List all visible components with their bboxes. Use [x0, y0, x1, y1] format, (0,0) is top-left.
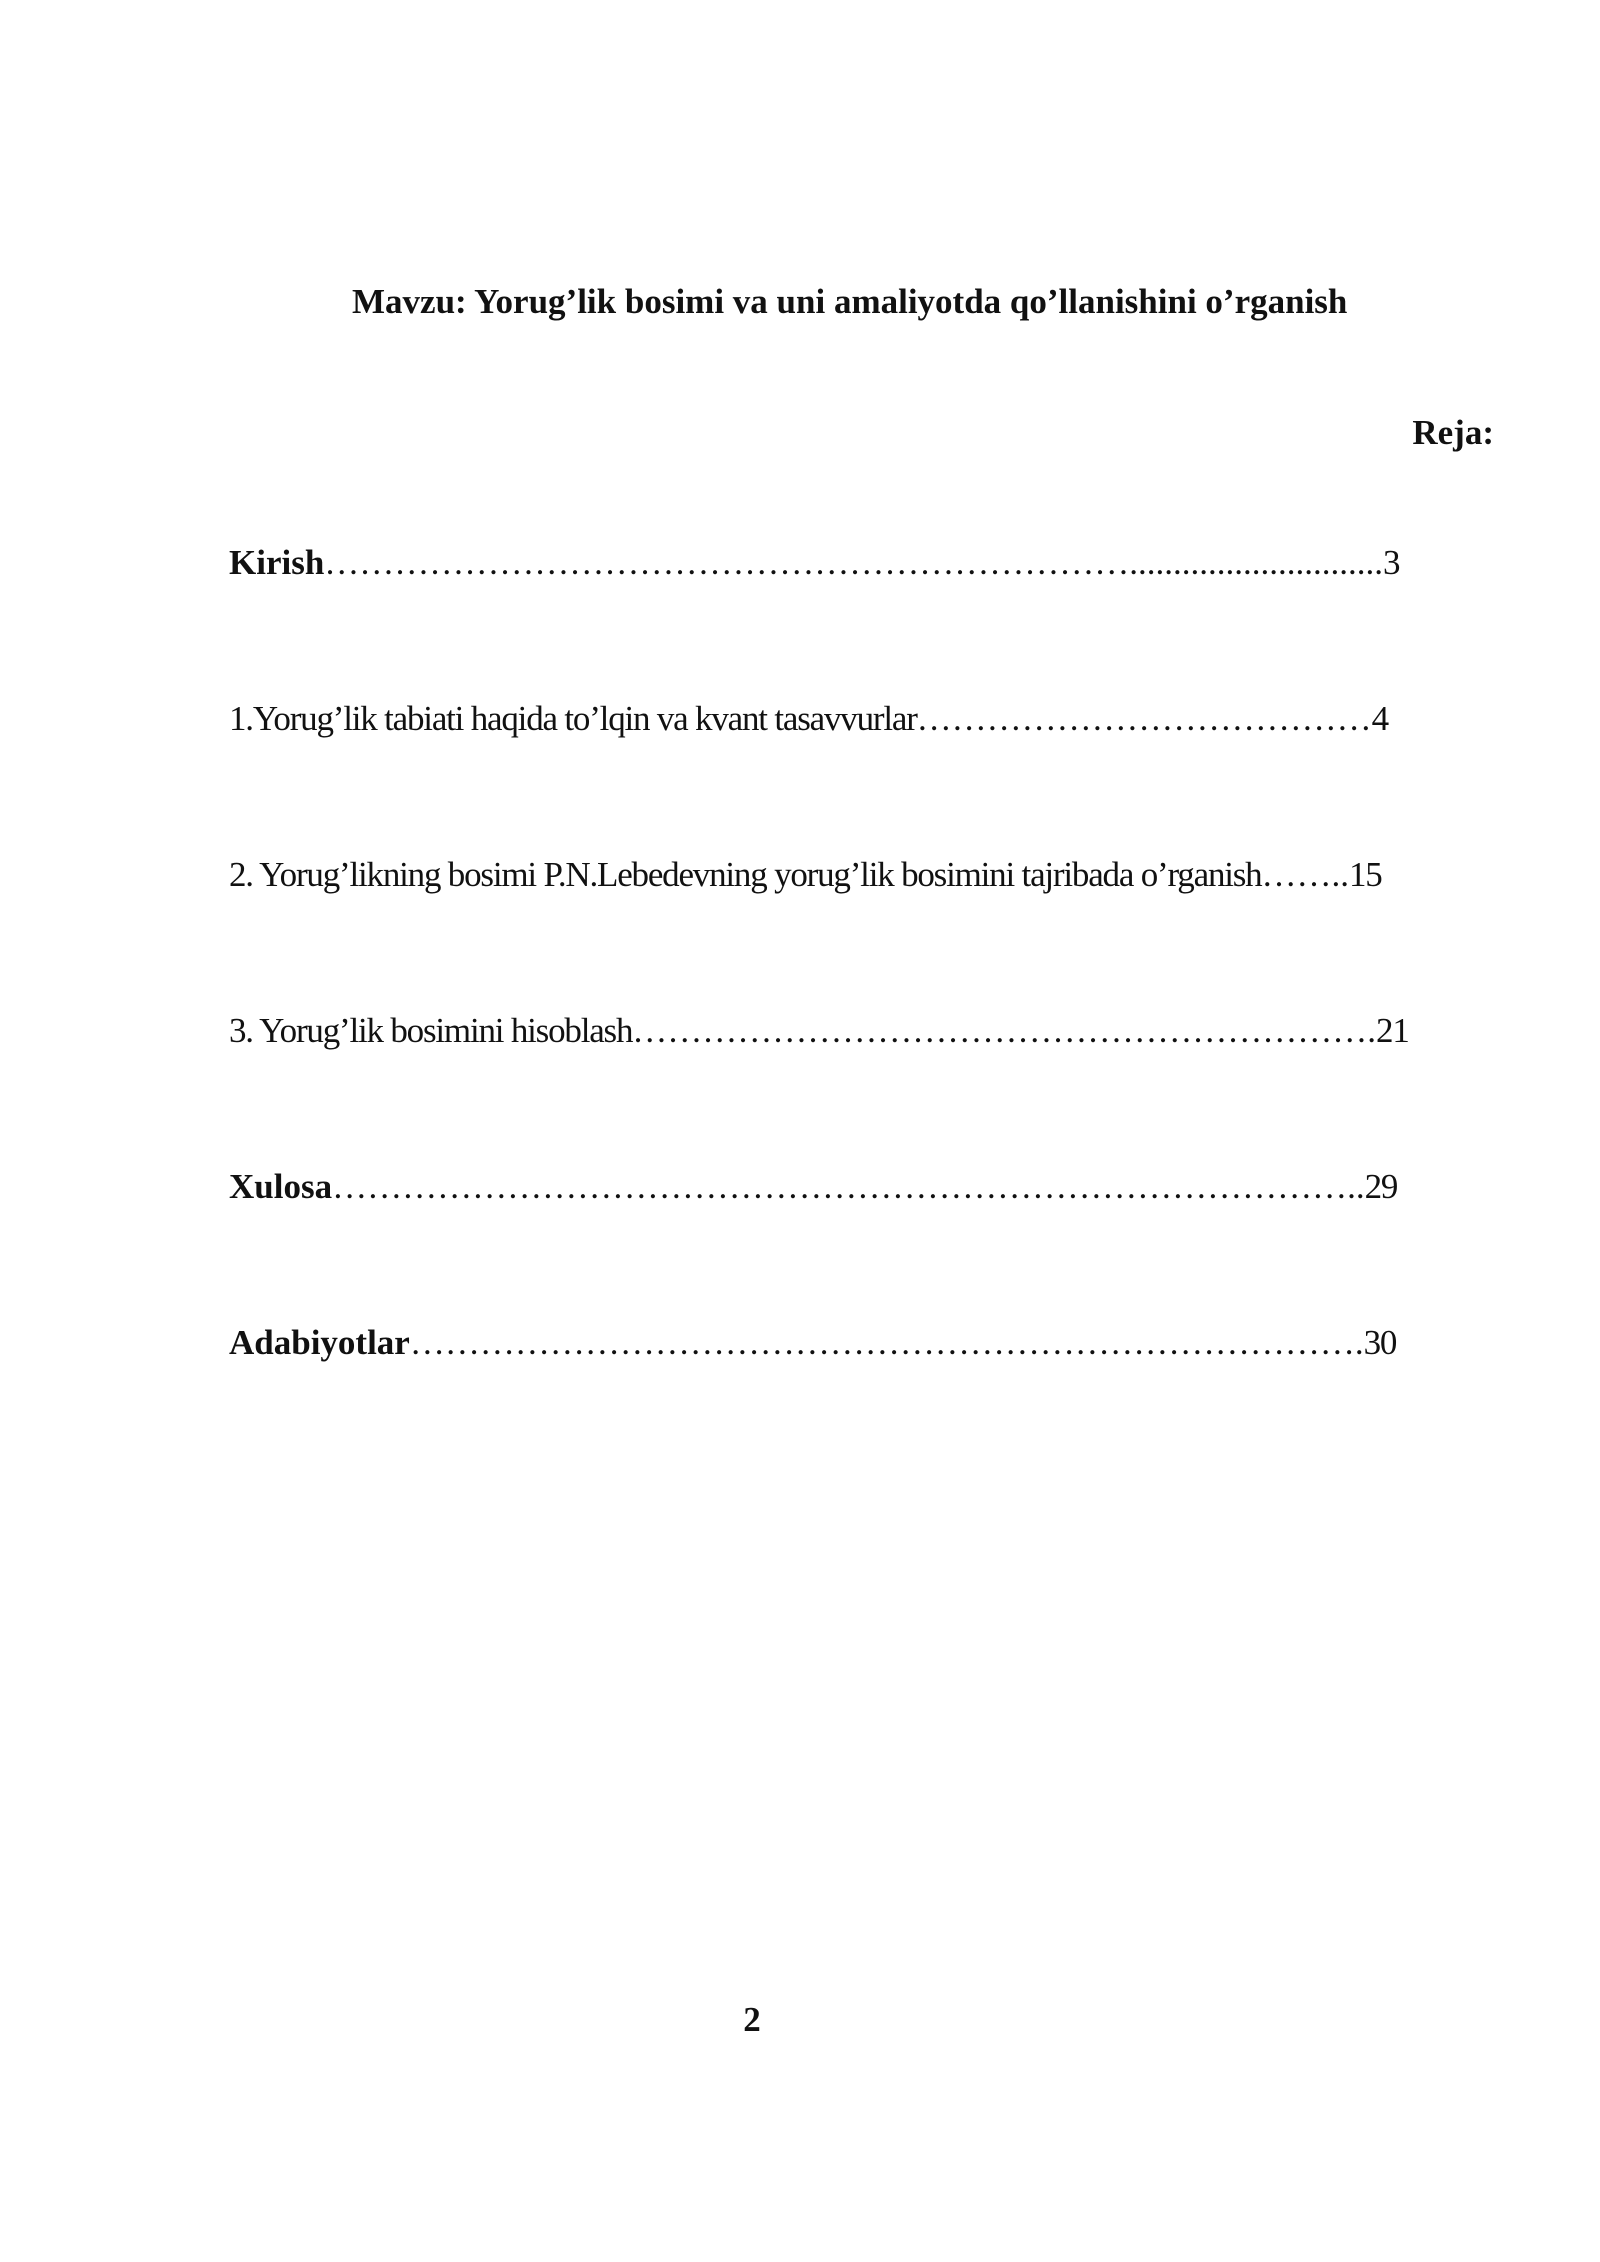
- toc-entry-page: 3: [1383, 543, 1400, 582]
- toc-entry-leader: …………………………………: [916, 699, 1372, 738]
- plan-label: Reja:: [1412, 413, 1494, 452]
- toc-entry-xulosa: [229, 1167, 1397, 1207]
- toc-entry-text: Kirish: [229, 543, 325, 582]
- toc-entry-leader: ……..: [1261, 855, 1349, 894]
- toc-entry-text: 1.Yorug’lik tabiati haqida to’lqin va kvant tasavvurlar: [229, 699, 917, 738]
- toc-entry-page: 15: [1348, 855, 1382, 894]
- document-title: Mavzu: Yorug’lik bosimi va uni amaliyotda qo’llanishini o’rganish: [352, 282, 1348, 321]
- toc-entry-kirish: [229, 543, 1399, 583]
- toc-entry-section-1: [229, 699, 1388, 739]
- toc-entry-adabiyotlar: [229, 1323, 1396, 1363]
- page-number: 2: [743, 2000, 761, 2039]
- toc-entry-page: 30: [1363, 1323, 1397, 1362]
- toc-entry-section-2: [229, 855, 1382, 895]
- toc-entry-text: Xulosa: [229, 1167, 333, 1206]
- toc-entry-section-3: [229, 1011, 1409, 1051]
- toc-entry-leader: ……………………………………………………………………………..: [332, 1167, 1365, 1206]
- toc-entry-text: 3. Yorug’lik bosimini hisoblash: [229, 1011, 633, 1050]
- toc-entry-leader: ……………………………………………………………………….: [409, 1323, 1364, 1362]
- toc-entry-page: 21: [1376, 1011, 1409, 1050]
- toc-entry-text: 2. Yorug’likning bosimi P.N.Lebedevning yorug’lik bosimini tajribada o’rganish: [229, 855, 1262, 894]
- toc-entry-page: 4: [1371, 699, 1388, 738]
- toc-entry-leader: …………………………………………………………….............................: [324, 543, 1384, 582]
- toc-entry-text: Adabiyotlar: [229, 1323, 410, 1362]
- toc-entry-leader: ……………………………………………………….: [632, 1011, 1377, 1050]
- toc-entry-page: 29: [1364, 1167, 1398, 1206]
